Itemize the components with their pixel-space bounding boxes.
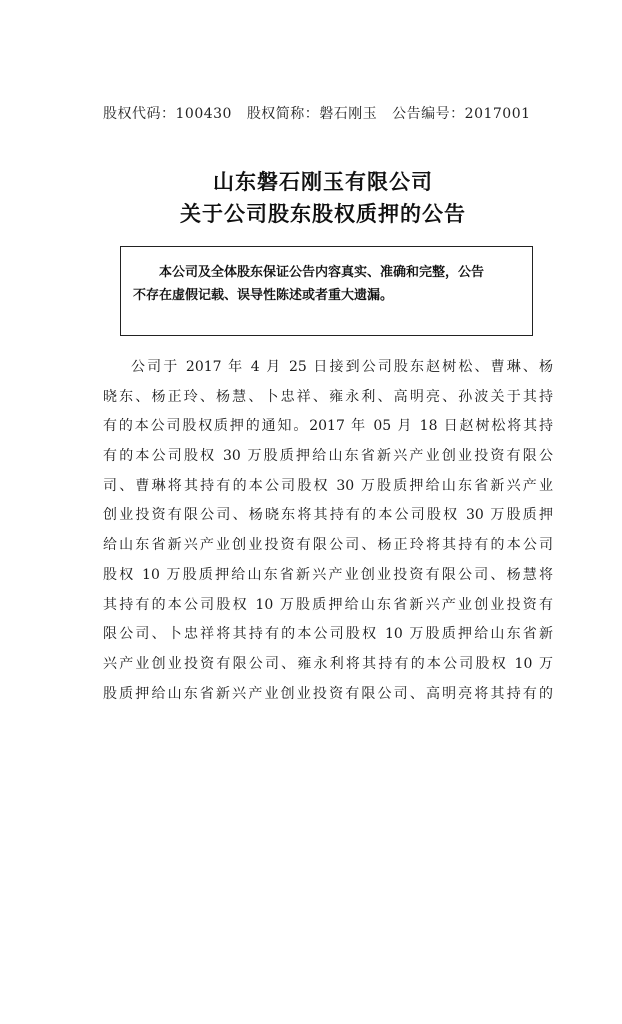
body-line: 公司于 2017 年 4 月 25 日接到公司股东赵树松、曹琳、杨 (131, 359, 553, 375)
statement-line-2: 不存在虚假记载、误导性陈述或者重大遗漏。 (133, 288, 394, 303)
body-line: 晓东、杨正玲、杨慧、卜忠祥、雍永利、高明亮、孙波关于其持 (103, 388, 553, 405)
notice-number-label: 公告编号： (392, 106, 465, 122)
body-line: 创业投资有限公司、杨晓东将其持有的本公司股权 30 万股质押 (103, 507, 553, 524)
body-line: 股质押给山东省新兴产业创业投资有限公司、高明亮将其持有的 (103, 685, 553, 702)
notice-number-value: 2017001 (464, 106, 531, 122)
stock-abbr-label: 股权简称： (246, 106, 320, 122)
stock-code-value: 100430 (175, 106, 232, 122)
announcement-body (103, 353, 553, 709)
body-line: 股权 10 万股质押给山东省新兴产业创业投资有限公司、杨慧将 (103, 566, 553, 583)
statement-box (120, 246, 533, 336)
body-line: 兴产业创业投资有限公司、雍永利将其持有的本公司股权 10 万 (103, 655, 553, 672)
body-line: 其持有的本公司股权 10 万股质押给山东省新兴产业创业投资有 (103, 596, 553, 613)
statement-line-1: 本公司及全体股东保证公告内容真实、准确和完整，公告 (159, 265, 485, 280)
body-line: 有的本公司股权质押的通知。2017 年 05 月 18 日赵树松将其持 (103, 418, 553, 435)
company-title: 山东磐石刚玉有限公司 (213, 169, 433, 194)
body-line: 有的本公司股权 30 万股质押给山东省新兴产业创业投资有限公 (103, 448, 553, 465)
body-line: 司、曹琳将其持有的本公司股权 30 万股质押给山东省新兴产业 (103, 477, 553, 494)
body-line: 限公司、卜忠祥将其持有的本公司股权 10 万股质押给山东省新 (103, 626, 553, 643)
announcement-header (103, 103, 531, 123)
body-line: 给山东省新兴产业创业投资有限公司、杨正玲将其持有的本公司 (103, 537, 553, 554)
stock-code-label: 股权代码： (103, 106, 176, 122)
announcement-title: 关于公司股东股权质押的公告 (180, 201, 466, 226)
stock-abbr-value: 磐石刚玉 (319, 106, 378, 122)
